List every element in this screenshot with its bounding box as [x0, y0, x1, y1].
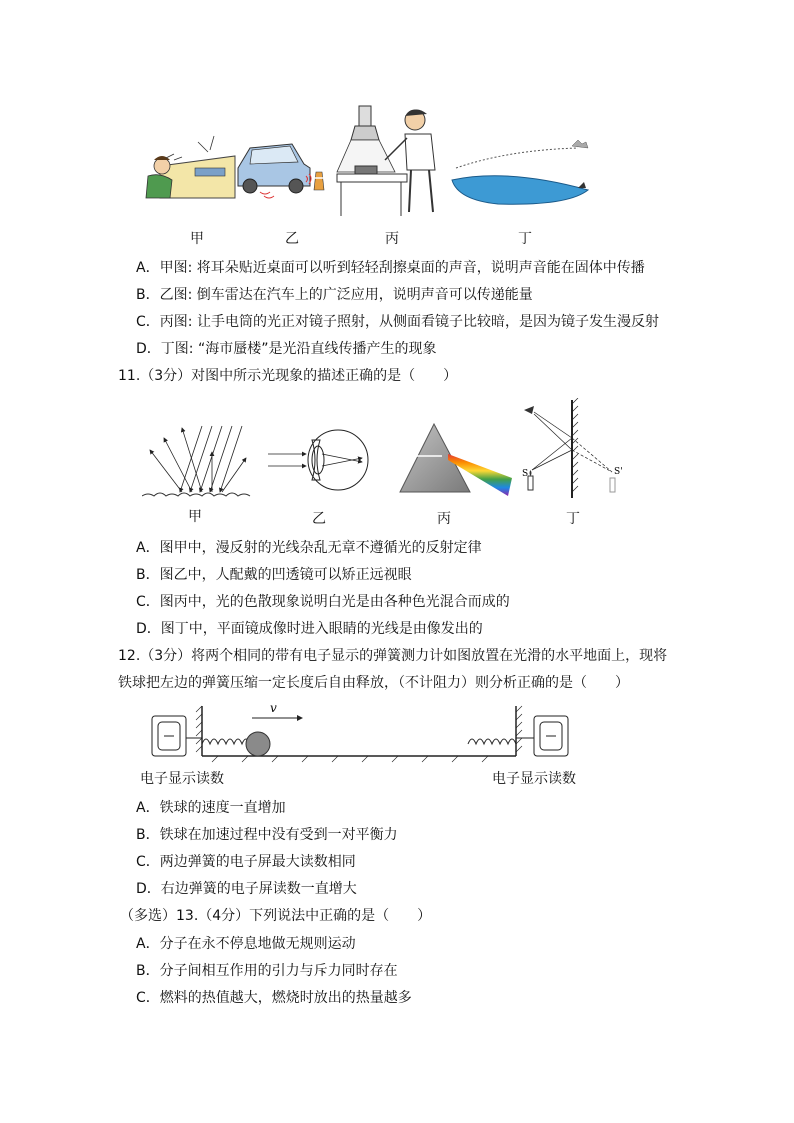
q11-caption-bing: 丙 [437, 511, 451, 527]
q11-label-s-prime: S' [614, 467, 623, 477]
q11-option-d: D．图丁中，平面镜成像时进入眼睛的光线是由像发出的 [136, 621, 483, 637]
q12-velocity-label: v [270, 701, 277, 715]
q11-option-b: B．图乙中，人配戴的凹透镜可以矫正远视眼 [136, 567, 412, 583]
q10-figure-yi [230, 128, 330, 203]
q10-option-d: D．丁图: “海市蜃楼”是光沿直线传播产生的现象 [136, 341, 437, 357]
q12-option-c: C．两边弹簧的电子屏最大读数相同 [136, 854, 356, 870]
q13-stem: （多选）13.（4分）下列说法中正确的是（ ） [120, 908, 432, 924]
q11-figure-ding [520, 398, 630, 503]
q11-stem: 11.（3分）对图中所示光现象的描述正确的是（ ） [118, 368, 458, 384]
q11-caption-yi: 乙 [312, 511, 326, 527]
q10-caption-ding: 丁 [518, 231, 532, 247]
q10-figure-bing [335, 100, 445, 220]
q12-option-b: B．铁球在加速过程中没有受到一对平衡力 [136, 827, 398, 843]
q11-figure-bing [396, 420, 516, 500]
q10-option-a: A．甲图: 将耳朵贴近桌面可以听到轻轻刮擦桌面的声音，说明声音能在固体中传播 [136, 260, 645, 276]
q10-option-c: C．丙图: 让手电筒的光正对镜子照射，从侧面看镜子比较暗，是因为镜子发生漫反射 [136, 314, 659, 330]
q11-caption-jia: 甲 [188, 509, 202, 525]
q12-display-left-label: 电子显示读数 [140, 771, 224, 787]
q11-figure-jia [142, 422, 252, 502]
q13-option-a: A．分子在永不停息地做无规则运动 [136, 936, 356, 952]
q10-caption-yi: 乙 [285, 231, 299, 247]
q12-figure-springs [142, 700, 592, 770]
q12-display-right-label: 电子显示读数 [492, 771, 576, 787]
q10-caption-bing: 丙 [385, 231, 399, 247]
q10-figure-jia [140, 128, 240, 208]
q12-option-d: D．右边弹簧的电子屏读数一直增大 [136, 881, 357, 897]
q12-option-a: A．铁球的速度一直增加 [136, 800, 286, 816]
q12-stem-line1: 12.（3分）将两个相同的带有电子显示的弹簧测力计如图放置在光滑的水平地面上，现将 [118, 648, 668, 664]
q13-option-c: C．燃料的热值越大，燃烧时放出的热量越多 [136, 990, 412, 1006]
q11-option-c: C．图丙中，光的色散现象说明白光是由各种色光混合而成的 [136, 594, 510, 610]
q11-figure-yi [266, 426, 376, 496]
q10-figure-ding [448, 140, 598, 210]
q11-caption-ding: 丁 [566, 511, 580, 527]
q12-stem-line2: 铁球把左边的弹簧压缩一定长度后自由释放，（不计阻力）则分析正确的是（ ） [118, 675, 629, 691]
q10-option-b: B．乙图: 倒车雷达在汽车上的广泛应用，说明声音可以传递能量 [136, 287, 533, 303]
q11-label-s: S [522, 469, 529, 479]
q10-caption-jia: 甲 [190, 231, 204, 247]
q11-option-a: A．图甲中，漫反射的光线杂乱无章不遵循光的反射定律 [136, 540, 482, 556]
q13-option-b: B．分子间相互作用的引力与斥力同时存在 [136, 963, 398, 979]
